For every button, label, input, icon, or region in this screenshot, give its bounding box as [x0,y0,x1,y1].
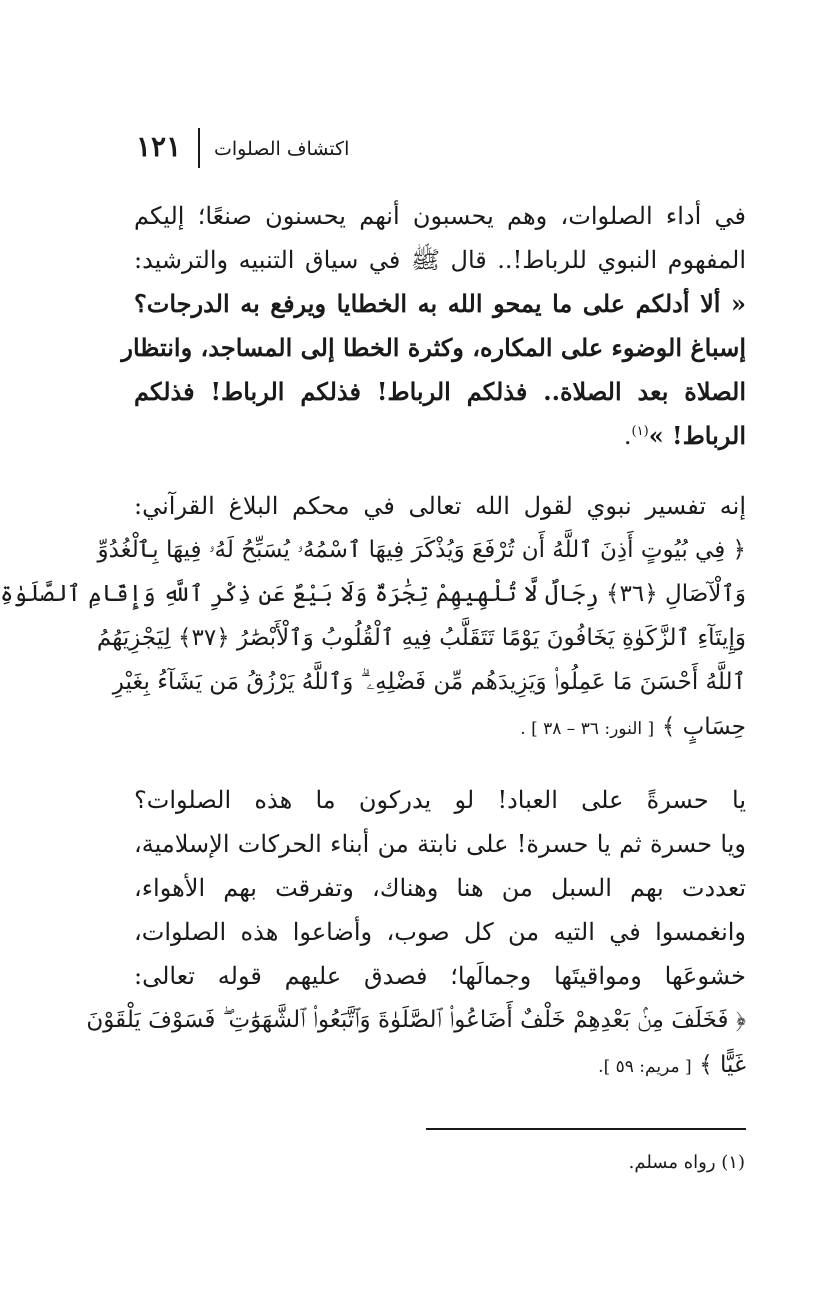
quran-line-end: حِسَابٍ ﴾ [661,714,746,740]
text-line: يا حسرةً على العباد! لو يدركون ما هذه الصلوات؟ [134,786,746,814]
text-line: إنه تفسير نبوي لقول الله تعالى في محكم البلاغ القرآني: [134,492,746,520]
paragraph-quran-nur [0,484,746,748]
quran-line: وَٱلْآصَالِ ﴿٣٦﴾ رِجَالٌ لَّا تُلْهِيهِمْ تِجَٰرَةٌ وَلَا بَيْعٌ عَن ذِكْرِ ٱللَّهِ وَإِقَامِ ٱلصَّلَوٰةِ [0,581,746,607]
text-line: وانغمسوا في التيه من كل صوب، وأضاعوا هذه الصلوات، [134,918,746,946]
quran-last-line [134,1042,746,1086]
hadith-line: « ألا أدلكم على ما يمحو الله به الخطايا ويرفع به الدرجات؟ [134,289,746,318]
text-line: خشوعَها ومواقيتَها وجمالَها؛ فصدق عليهم قوله تعالى: [134,962,746,990]
text-line: المفهوم النبوي للرباط!.. قال ﷺ في سياق التنبيه والترشيد: [134,246,746,274]
footnote-marker: (١) [721,1152,745,1173]
verse-citation: [ مريم: ٥٩ ]. [598,1057,692,1077]
running-header [136,128,356,172]
page-number: ١٢١ [136,130,182,163]
hadith-line-end: الرباط! » [648,421,746,450]
quran-line: ﴿ فَخَلَفَ مِنۢ بَعْدِهِمْ خَلْفٌ أَضَاعُوا۟ ٱلصَّلَوٰةَ وَٱتَّبَعُوا۟ ٱلشَّهَوَٰتِ ۖ فَسَوْفَ يَلْقَوْنَ [86,1007,746,1033]
footnote [629,1152,745,1173]
quran-line: ٱللَّهُ أَحْسَنَ مَا عَمِلُوا۟ وَيَزِيدَهُم مِّن فَضْلِهِۦ ۗ وَٱللَّهُ يَرْزُقُ مَن يَشَآءُ بِغَيْرِ [112,669,746,695]
text-line: ويا حسرة ثم يا حسرة! على نابتة من أبناء الحركات الإسلامية، [134,830,746,858]
footnote-reference: (١) [631,424,649,439]
paragraph-lament [86,778,746,1086]
quran-line-end: غَيًّا ﴾ [699,1052,746,1078]
paragraph-hadith [121,194,746,458]
hadith-last-line [134,414,746,458]
hadith-line: الصلاة بعد الصلاة.. فذلكم الرباط! فذلكم الرباط! فذلكم [134,377,746,406]
text-line: في أداء الصلوات، وهم يحسبون أنهم يحسنون صنعًا؛ إليكم [134,202,746,230]
footnote-divider [426,1128,746,1130]
running-title: اكتشاف الصلوات [214,138,350,160]
sentence-end: . [623,422,632,450]
quran-line: وَإِيتَآءِ ٱلزَّكَوٰةِ يَخَافُونَ يَوْمًا تَتَقَلَّبُ فِيهِ ٱلْقُلُوبُ وَٱلْأَبْصَٰرُ ﴿٣٧﴾ لِيَجْزِيَهُمُ [96,625,746,651]
verse-citation: [ النور: ٣٦ – ٣٨ ] . [520,719,655,739]
text-line: تعددت بهم السبل من هنا وهناك، وتفرقت بهم الأهواء، [134,874,746,902]
quran-line: ﴿ فِي بُيُوتٍ أَذِنَ ٱللَّهُ أَن تُرْفَعَ وَيُذْكَرَ فِيهَا ٱسْمُهُۥ يُسَبِّحُ لَهُۥ فِيهَا بِٱلْغُدُوِّ [97,537,746,563]
hadith-line: إسباغ الوضوء على المكاره، وكثرة الخطا إلى المساجد، وانتظار [121,333,746,362]
footnote-text: رواه مسلم. [628,1152,716,1173]
quran-last-line [134,704,746,748]
header-divider [198,128,200,168]
